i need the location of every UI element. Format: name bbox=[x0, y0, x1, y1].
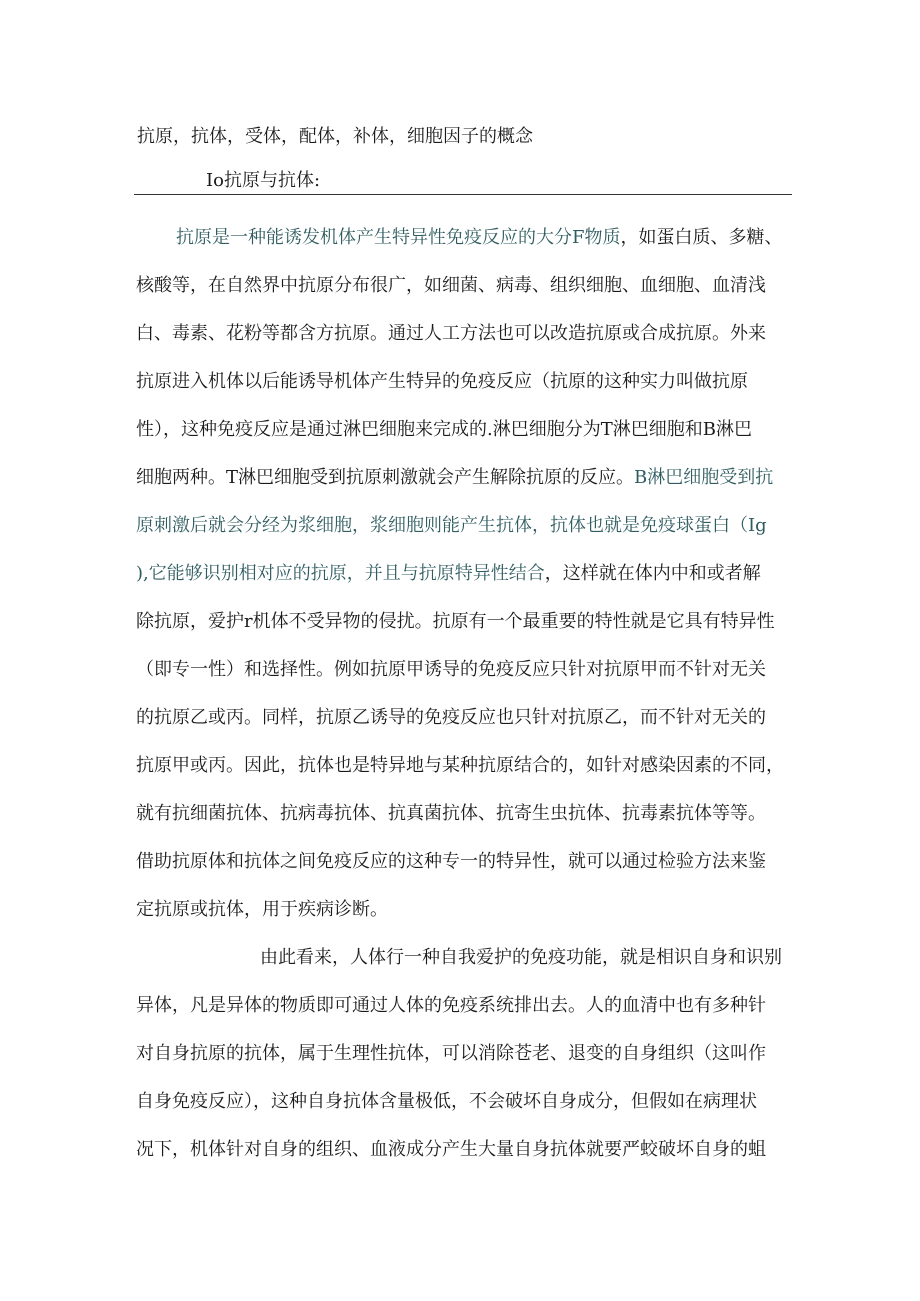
text-run: ，如蛋白质、多糖、 bbox=[620, 227, 783, 248]
text-run: 就有抗细菌抗体、抗病毒抗体、抗真菌抗体、抗寄生虫抗体、抗毒素抗体等等。 bbox=[136, 803, 766, 824]
text-run: 性），这种免疫反应是通过淋巴细胞来完成的.淋巴细胞分为T淋巴细胞和B淋巴 bbox=[136, 419, 752, 440]
paragraph-line bbox=[136, 934, 796, 982]
text-run: 除抗原，爱护r机体不受异物的侵扰。抗原有一个最重要的特性就是它具有特异性 bbox=[136, 611, 775, 632]
text-run: 白、毒素、花粉等都含方抗原。通过人工方法也可以改造抗原或合成抗原。外来 bbox=[136, 323, 766, 344]
paragraph-line bbox=[136, 262, 796, 310]
highlighted-text: 抗原是一种能诱发机体产生特异性免疫反应的大分F物质 bbox=[176, 227, 621, 248]
text-run: 自身免疫反应），这种自身抗体含量极低，不会破坏自身成分，但假如在病理状 bbox=[136, 1091, 757, 1112]
section-heading: Io抗原与抗体: bbox=[206, 170, 321, 191]
paragraph-line bbox=[136, 646, 796, 694]
paragraph-line bbox=[136, 886, 796, 934]
text-run: 异体，凡是异体的物质即可通过人体的免疫系统排出去。人的血清中也有多种针 bbox=[136, 995, 766, 1016]
paragraph-antigen-antibody bbox=[136, 214, 796, 934]
text-run: ，这样就在体内中和或者解 bbox=[544, 563, 761, 584]
text-run: 对自身抗原的抗体，属于生理性抗体，可以消除苍老、退变的自身组织（这叫作 bbox=[136, 1043, 766, 1064]
paragraph-line bbox=[136, 310, 796, 358]
paragraph-line bbox=[136, 1126, 796, 1174]
text-run: 抗原进入机体以后能诱导机体产生特异的免疫反应（抗原的这种实力叫做抗原 bbox=[136, 371, 748, 392]
text-run: 况下，机体针对自身的组织、血液成分产生大量自身抗体就要严蛟破坏自身的蛆 bbox=[136, 1139, 766, 1160]
paragraph-line bbox=[136, 790, 796, 838]
text-run: 定抗原或抗体，用于疾病诊断。 bbox=[136, 899, 388, 920]
divider bbox=[134, 194, 792, 195]
text-run: （即专一性）和选择性。例如抗原甲诱导的免疫反应只针对抗原甲而不针对无关 bbox=[136, 659, 766, 680]
paragraph-line bbox=[136, 550, 796, 598]
paragraph-line bbox=[136, 742, 796, 790]
paragraph-line bbox=[136, 838, 796, 886]
text-run: 的抗原乙或丙。同样，抗原乙诱导的免疫反应也只针对抗原乙，而不针对无关的 bbox=[136, 707, 766, 728]
text-run: 由此看来，人体行一种自我爱护的免疫功能，就是相识自身和识别 bbox=[260, 947, 782, 968]
paragraph-line bbox=[136, 406, 796, 454]
highlighted-text: B淋巴细胞受到抗 bbox=[634, 467, 774, 488]
paragraph-immune-function bbox=[136, 934, 796, 1174]
paragraph-line bbox=[136, 694, 796, 742]
text-run: 抗原甲或丙。因此，抗体也是特异地与某种抗原结合的，如针对感染因素的不同， bbox=[136, 755, 784, 776]
document-title: 抗原，抗体，受体，配体，补体，细胞因子的概念 bbox=[137, 126, 533, 147]
paragraph-line bbox=[136, 502, 796, 550]
paragraph-line bbox=[136, 358, 796, 406]
highlighted-text: 原刺激后就会分经为浆细胞，浆细胞则能产生抗体，抗体也就是免疫球蛋白（Ig bbox=[136, 515, 767, 536]
paragraph-line bbox=[136, 982, 796, 1030]
text-run: 借助抗原体和抗体之间免疫反应的这种专一的特异性，就可以通过检验方法来鉴 bbox=[136, 851, 766, 872]
text-run: 细胞两种。T淋巴细胞受到抗原刺激就会产生解除抗原的反应。 bbox=[136, 467, 635, 488]
highlighted-text: ),它能够识别相对应的抗原，并且与抗原特异性结合 bbox=[136, 563, 545, 584]
paragraph-line bbox=[136, 214, 796, 262]
paragraph-line bbox=[136, 1030, 796, 1078]
paragraph-line bbox=[136, 1078, 796, 1126]
paragraph-line bbox=[136, 598, 796, 646]
paragraph-line bbox=[136, 454, 796, 502]
text-run: 核酸等，在自然界中抗原分布很广，如细菌、病毒、组织细胞、血细胞、血清浅 bbox=[136, 275, 766, 296]
